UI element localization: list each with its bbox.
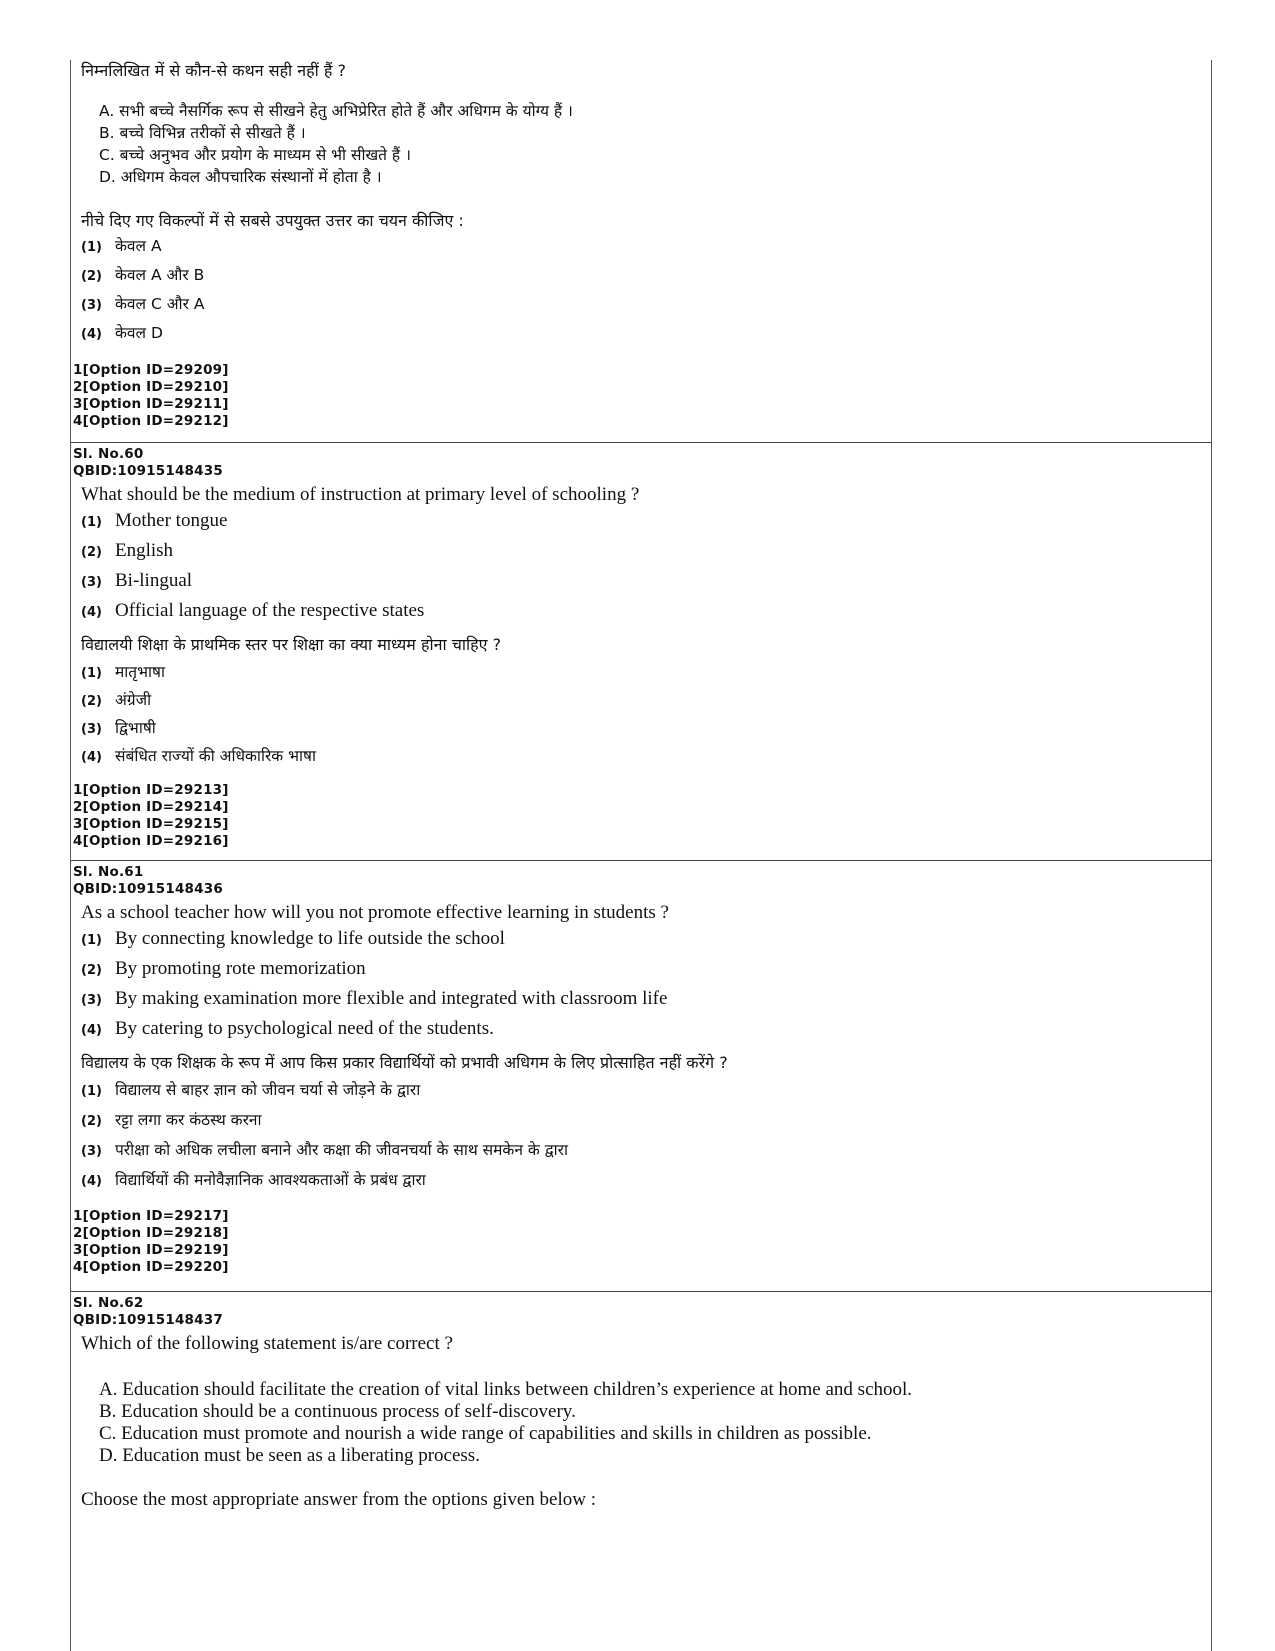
option-number: (3) (81, 993, 102, 1008)
option-id-list (73, 782, 1211, 850)
option-id: 4[Option ID=29216] (73, 833, 229, 849)
option-number: (4) (81, 605, 102, 620)
statement-item: B. बच्चे विभिन्न तरीकों से सीखते हैं । (99, 124, 306, 142)
question-text-english: What should be the medium of instruction at primary level of schooling ? (81, 484, 640, 505)
option-row (81, 928, 1211, 958)
question-bank-id: QBID:10915148437 (73, 1312, 223, 1328)
option-text: रट्टा लगा कर कंठस्थ करना (115, 1111, 262, 1129)
option-number: (3) (81, 722, 102, 737)
option-text: विद्यालय से बाहर ज्ञान को जीवन चर्या से जोड़ने के द्वारा (115, 1081, 421, 1099)
option-text: Bi-lingual (115, 570, 193, 591)
option-number: (3) (81, 1144, 102, 1159)
instruction-text: Choose the most appropriate answer from the options given below : (81, 1489, 597, 1510)
question-text-hindi: विद्यालयी शिक्षा के प्राथमिक स्तर पर शिक्षा का क्या माध्यम होना चाहिए ? (81, 635, 502, 654)
option-id: 3[Option ID=29219] (73, 1242, 229, 1258)
option-row (81, 1138, 1211, 1168)
option-text: By connecting knowledge to life outside the school (115, 928, 505, 949)
option-number: (1) (81, 1084, 102, 1099)
option-row (81, 1078, 1211, 1108)
statement-item: B. Education should be a continuous process of self-discovery. (99, 1401, 576, 1422)
option-text: Mother tongue (115, 510, 228, 531)
option-number: (2) (81, 963, 102, 978)
option-text: Official language of the respective states (115, 600, 425, 621)
option-row (81, 1168, 1211, 1198)
option-id: 4[Option ID=29220] (73, 1259, 229, 1275)
statement-item: C. Education must promote and nourish a wide range of capabilities and skills in children as possible. (99, 1423, 872, 1444)
option-id: 3[Option ID=29215] (73, 816, 229, 832)
option-number: (3) (81, 298, 102, 313)
statement-item: A. Education should facilitate the creation of vital links between children’s experience at home and school. (99, 1379, 913, 1400)
option-row (81, 510, 1211, 540)
question-block-59 (71, 60, 1211, 443)
option-number: (1) (81, 933, 102, 948)
option-row (81, 988, 1211, 1018)
option-text: केवल C और A (115, 295, 205, 313)
statement-item: D. अधिगम केवल औपचारिक संस्थानों में होता है । (99, 168, 382, 186)
option-text: By promoting rote memorization (115, 958, 366, 979)
option-text: केवल A (115, 237, 162, 255)
option-id: 1[Option ID=29213] (73, 782, 229, 798)
statement-list (99, 100, 1211, 188)
option-text: By making examination more flexible and integrated with classroom life (115, 988, 668, 1009)
serial-number: Sl. No.62 (73, 1295, 144, 1311)
option-id: 3[Option ID=29211] (73, 396, 229, 412)
option-row (81, 321, 1211, 350)
option-id-list (73, 1208, 1211, 1276)
option-row (81, 660, 1211, 688)
option-number: (4) (81, 327, 102, 342)
statement-item: C. बच्चे अनुभव और प्रयोग के माध्यम से भी सीखते हैं । (99, 146, 411, 164)
option-text: केवल D (115, 324, 163, 342)
option-id: 2[Option ID=29214] (73, 799, 229, 815)
option-row (81, 1108, 1211, 1138)
statement-item: A. सभी बच्चे नैसर्गिक रूप से सीखने हेतु अभिप्रेरित होते हैं और अधिगम के योग्य हैं । (99, 102, 573, 120)
statement-list (99, 1379, 1211, 1467)
option-text: अंग्रेजी (115, 691, 152, 709)
option-text: संबंधित राज्यों की अधिकारिक भाषा (115, 747, 317, 765)
option-id: 2[Option ID=29210] (73, 379, 229, 395)
option-row (81, 292, 1211, 321)
question-text-hindi: निम्नलिखित में से कौन-से कथन सही नहीं हैं ? (81, 61, 346, 80)
option-text: द्विभाषी (115, 719, 156, 737)
serial-number: Sl. No.60 (73, 446, 144, 462)
question-bank-id: QBID:10915148436 (73, 881, 223, 897)
question-block-60 (71, 446, 1211, 861)
question-bank-id: QBID:10915148435 (73, 463, 223, 479)
option-row (81, 263, 1211, 292)
option-id: 1[Option ID=29209] (73, 362, 229, 378)
option-number: (1) (81, 240, 102, 255)
option-text: English (115, 540, 174, 561)
option-number: (2) (81, 694, 102, 709)
option-number: (2) (81, 545, 102, 560)
option-number: (4) (81, 750, 102, 765)
option-row (81, 1018, 1211, 1048)
option-row (81, 688, 1211, 716)
option-number: (4) (81, 1023, 102, 1038)
option-text: विद्यार्थियों की मनोवैज्ञानिक आवश्यकताओं के प्रबंध द्वारा (115, 1171, 426, 1189)
option-row (81, 716, 1211, 744)
serial-number: Sl. No.61 (73, 864, 144, 880)
option-id: 1[Option ID=29217] (73, 1208, 229, 1224)
question-block-62 (71, 1295, 1211, 1517)
option-id-list (73, 362, 1211, 430)
statement-item: D. Education must be seen as a liberating process. (99, 1445, 480, 1466)
option-number: (1) (81, 666, 102, 681)
option-text: मातृभाषा (115, 663, 166, 681)
option-text: परीक्षा को अधिक लचीला बनाने और कक्षा की जीवनचर्या के साथ समकेन के द्वारा (115, 1141, 568, 1159)
option-row (81, 600, 1211, 630)
option-row (81, 570, 1211, 600)
option-text: By catering to psychological need of the students. (115, 1018, 494, 1039)
option-number: (1) (81, 515, 102, 530)
option-number: (4) (81, 1174, 102, 1189)
option-row (81, 540, 1211, 570)
option-number: (3) (81, 575, 102, 590)
option-number: (2) (81, 269, 102, 284)
question-text-english: As a school teacher how will you not promote effective learning in students ? (81, 902, 669, 923)
question-sheet (70, 60, 1212, 1651)
question-text-english: Which of the following statement is/are correct ? (81, 1333, 453, 1354)
option-text: केवल A और B (115, 266, 205, 284)
option-id: 2[Option ID=29218] (73, 1225, 229, 1241)
question-block-61 (71, 864, 1211, 1292)
question-text-hindi: विद्यालय के एक शिक्षक के रूप में आप किस प्रकार विद्यार्थियों को प्रभावी अधिगम के लिए प्रोत्साहित नहीं करेंगे ? (81, 1053, 728, 1072)
option-row (81, 234, 1211, 263)
option-id: 4[Option ID=29212] (73, 413, 229, 429)
option-number: (2) (81, 1114, 102, 1129)
option-row (81, 744, 1211, 772)
instruction-text: नीचे दिए गए विकल्पों में से सबसे उपयुक्त उत्तर का चयन कीजिए : (81, 211, 464, 230)
option-row (81, 958, 1211, 988)
